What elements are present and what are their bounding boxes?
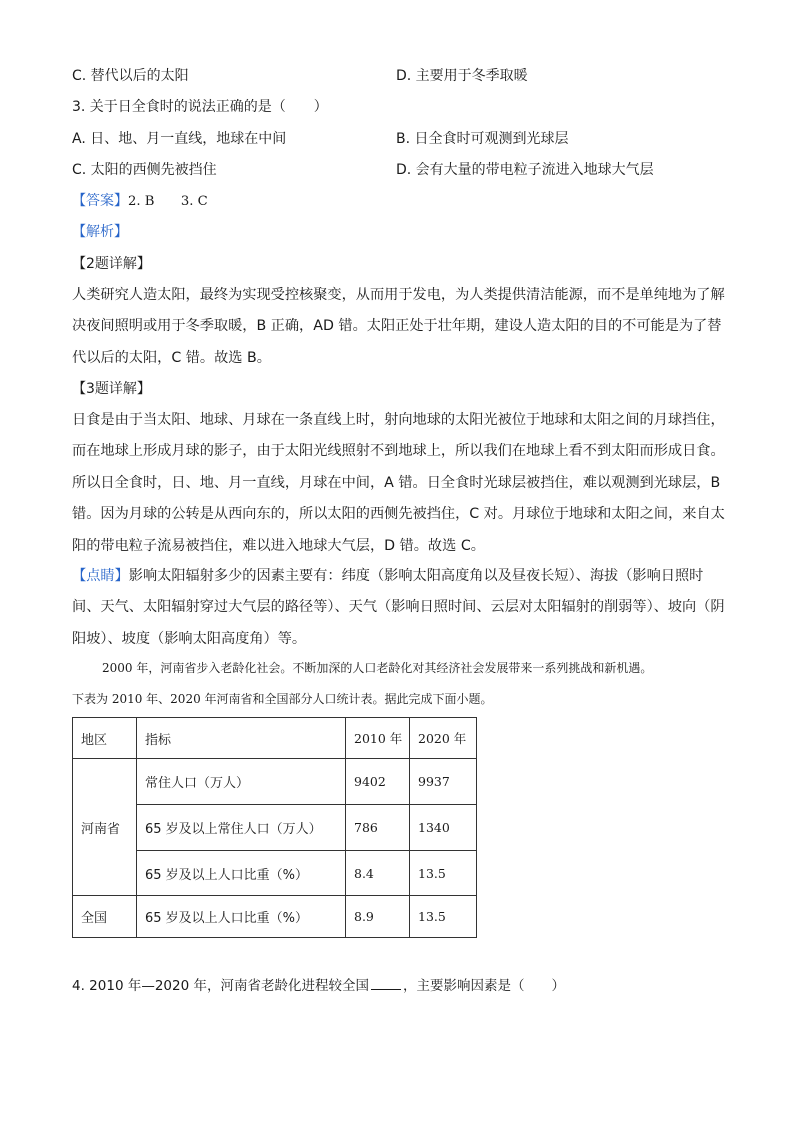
detail3-line: 所以日全食时，日、地、月一直线，月球在中间，A 错。日全食时光球层被挡住，难以观测到光球层，B (72, 474, 721, 491)
answer-text: 2. B 3. C (128, 194, 208, 209)
region-national: 全国 (73, 896, 137, 938)
q4-stem-before: 4. 2010 年—2020 年，河南省老龄化进程较全国 (72, 978, 369, 994)
q4-stem (72, 976, 732, 996)
detail2-line: 代以后的太阳，C 错。故选 B。 (72, 349, 271, 366)
analysis-line (72, 222, 732, 242)
intro-line-2: 下表为 2010 年、2020 年河南省和全国部分人口统计表。据此完成下面小题。 (72, 692, 493, 706)
detail3-paragraph (72, 405, 725, 562)
pointer-text: 影响太阳辐射多少的因素主要有：纬度（影响太阳高度角以及昼夜长短）、海拔（影响日照时 (128, 568, 704, 584)
q3-stem: 3. 关于日全食时的说法正确的是（ ） (72, 99, 328, 115)
indicator-cell: 65 岁及以上常住人口（万人） (137, 805, 346, 851)
intro-line-1: 2000 年，河南省步入老龄化社会。不断加深的人口老龄化对其经济社会发展带来一系列挑战和新机遇。 (102, 661, 653, 675)
value-2020: 1340 (410, 805, 477, 851)
table-header-row (73, 718, 477, 759)
header-region: 地区 (73, 718, 137, 759)
pointer-paragraph (72, 561, 725, 655)
value-2020: 13.5 (410, 896, 477, 938)
answer-line (72, 191, 732, 212)
detail3-line: 日食是由于当太阳、地球、月球在一条直线上时，射向地球的太阳光被位于地球和太阳之间的月球挡住， (72, 412, 725, 428)
indicator-cell: 65 岁及以上人口比重（%） (137, 851, 346, 896)
value-2010: 786 (346, 805, 410, 851)
detail3-line: 阳的带电粒子流易被挡住，难以进入地球大气层，D 错。故选 C。 (72, 537, 485, 554)
header-2010: 2010 年 (346, 718, 410, 759)
header-indicator: 指标 (137, 718, 346, 759)
pointer-tag: 【点睛】 (72, 568, 129, 584)
q2-option-c[interactable]: C. 替代以后的太阳 (72, 68, 189, 84)
table-row (73, 759, 477, 805)
detail2-heading: 【2题详解】 (72, 256, 151, 272)
value-2010: 8.9 (346, 896, 410, 938)
indicator-cell: 65 岁及以上人口比重（%） (137, 896, 346, 938)
detail3-line: 而在地球上形成月球的影子，由于太阳光线照射不到地球上，所以我们在地球上看不到太阳而形成日食。 (72, 443, 725, 460)
value-2010: 9402 (346, 759, 410, 805)
detail2-paragraph (72, 280, 725, 374)
pointer-line-1 (72, 561, 722, 592)
header-2020: 2020 年 (410, 718, 477, 759)
region-henan: 河南省 (73, 759, 137, 896)
q2-options-row (72, 66, 732, 86)
table-row (73, 896, 477, 938)
q3-options-row-2 (72, 160, 732, 180)
pointer-line: 间、天气、太阳辐射穿过大气层的路径等）、天气（影响日照时间、云层对太阳辐射的削弱等）、坡向（阴 (72, 599, 725, 616)
value-2020: 13.5 (410, 851, 477, 896)
pointer-line: 阳坡）、坡度（影响太阳高度角）等。 (72, 630, 307, 647)
q3-option-b[interactable]: B. 日全食时可观测到光球层 (396, 131, 569, 147)
q3-options-row-1 (72, 129, 732, 149)
detail2-line: 人类研究人造太阳，最终为实现受控核聚变，从而用于发电，为人类提供清洁能源，而不是单纯地为了解 (72, 287, 725, 303)
detail2-line: 决夜间照明或用于冬季取暖，B 正确，AD 错。太阳正处于壮年期，建设人造太阳的目的不可能是为了替 (72, 318, 722, 335)
q3-option-d[interactable]: D. 会有大量的带电粒子流进入地球大气层 (396, 162, 654, 178)
detail3-line: 错。因为月球的公转是从西向东的，所以太阳的西侧先被挡住，C 对。月球位于地球和太阳之间，来自太 (72, 506, 725, 523)
answer-tag: 【答案】 (72, 193, 128, 209)
indicator-cell: 常住人口（万人） (137, 759, 346, 805)
q2-option-d[interactable]: D. 主要用于冬季取暖 (396, 68, 528, 84)
q4-answer-blank[interactable] (371, 977, 401, 990)
q3-option-c[interactable]: C. 太阳的西侧先被挡住 (72, 162, 217, 178)
population-table (72, 717, 477, 938)
detail3-heading: 【3题详解】 (72, 381, 151, 397)
analysis-tag: 【解析】 (72, 224, 128, 240)
q4-stem-after: ，主要影响因素是（ ） (402, 978, 565, 994)
value-2020: 9937 (410, 759, 477, 805)
value-2010: 8.4 (346, 851, 410, 896)
q3-option-a[interactable]: A. 日、地、月一直线，地球在中间 (72, 131, 287, 147)
